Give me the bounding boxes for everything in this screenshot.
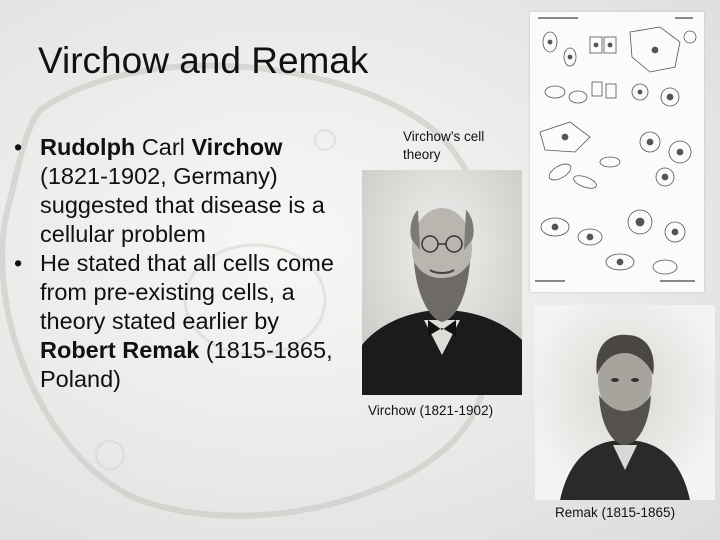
bold-name-virchow: Virchow <box>191 134 283 160</box>
bullet-remak <box>10 249 355 394</box>
virchow-portrait <box>362 170 522 395</box>
bullet-list <box>10 133 355 394</box>
caption-virchow: Virchow (1821-1902) <box>368 403 494 418</box>
bullet2-text: He stated that all cells come from pre-existing cells, a theory stated earlier by <box>40 250 334 334</box>
name-carl: Carl <box>141 134 185 160</box>
caption-cell-theory: Virchow’s cell theory <box>403 129 485 162</box>
bullet-virchow <box>10 133 355 249</box>
remak-portrait <box>535 305 715 500</box>
bullet1-text: (1821-1902, Germany) suggested that disease is a cellular problem <box>40 163 325 247</box>
slide-title: Virchow and Remak <box>38 40 369 81</box>
bold-name-robert-remak: Robert Remak <box>40 337 200 363</box>
caption-remak: Remak (1815-1865) <box>555 505 676 520</box>
cell-drawings-plate <box>530 12 704 292</box>
bullet2-rest: (1815-1865, Poland) <box>40 337 333 392</box>
bold-name-rudolph: Rudolph <box>40 134 136 160</box>
